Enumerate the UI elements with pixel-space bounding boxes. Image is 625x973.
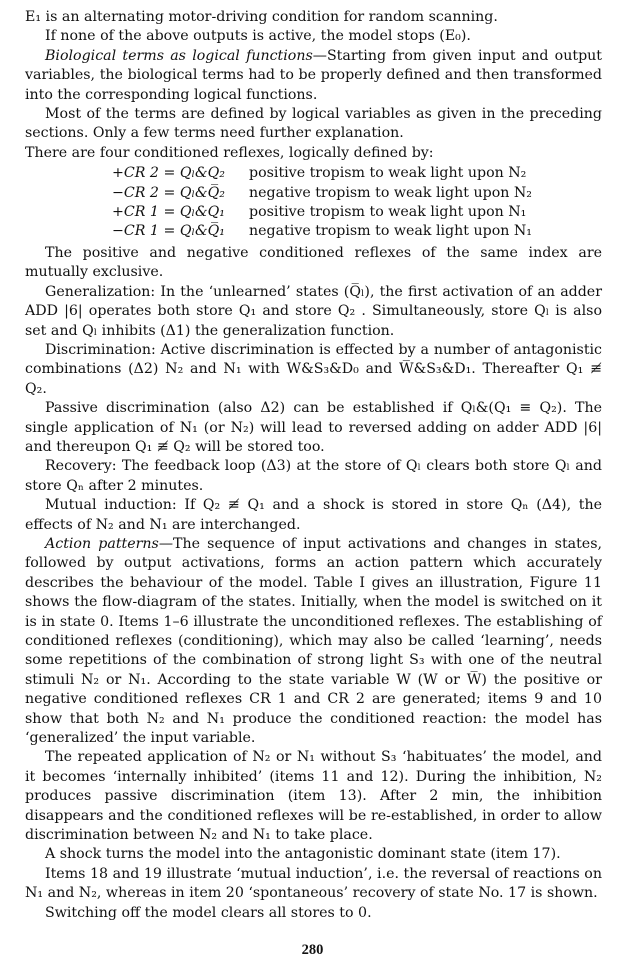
paragraph: Biological terms as logical functions—Starting from given input and output variables, the biological terms had to be properly defined and then transformed into the corresponding logical functions. [25,47,602,103]
text-block-top [25,8,602,163]
run-in-heading: Action patterns [45,535,159,552]
paragraph: Generalization: In the ‘unlearned’ states (Q̅ₗ), the first activation of an adder ADD |6| operates both store Q₁ and store Q₂ . Simultaneously, store Qₗ is also set and Qₗ inhibits (Δ1) the generalization function. [25,283,602,339]
paragraph: Switching off the model clears all stores to 0. [45,904,372,921]
paragraph: The positive and negative conditioned reflexes of the same index are mutually exclusive. [25,244,602,281]
equation-row [112,203,602,222]
paragraph: A shock turns the model into the antagonistic dominant state (item 17). [45,846,561,863]
equation-list [112,164,602,242]
paragraph: Recovery: The feedback loop (Δ3) at the store of Qₗ clears both store Qₗ and store Qₙ after 2 minutes. [25,458,602,494]
paragraph: The repeated application of N₂ or N₁ without S₃ ‘habituates’ the model, and it becomes ‘internally inhibited’ (items 11 and 12). During the inhibition, N₂ produces passive discrimination (item 13). After 2 min, the inhibition disappears and the conditioned reflexes will be re-established, in order to allow discrimination between N₂ and N₁ to take place. [25,749,602,844]
paragraph: E₁ is an alternating motor-driving condition for random scanning. [25,9,498,25]
page-number: 280 [301,942,324,958]
paragraph: Action patterns—The sequence of input activations and changes in states, followed by output activations, forms an action pattern which accurately describes the behaviour of the model. Table I gives an illustration, Figure 11 shows the flow-diagram of the states. Initially, when the model is switched on it is in state 0. Items 1–6 illustrate the unconditioned reflexes. The establishing of conditioned reflexes (conditioning), which may also be called ‘learning’, needs some repetitions of the combination of strong light S₃ with one of the neutral stimuli N₂ or N₁. According to the state variable W (W or W̅) the positive or negative conditioned reflexes CR 1 and CR 2 are generated; items 9 and 10 show that both N₂ and N₁ produce the conditioned reaction: the model has ‘generalized’ the input variable. [25,535,602,747]
paragraph: Items 18 and 19 illustrate ‘mutual induction’, i.e. the reversal of reactions on N₁ and N₂, whereas in item 20 ‘spontaneous’ recovery of state No. 17 is shown. [25,865,602,902]
equation-row [112,222,602,241]
text-block-main [25,244,602,923]
run-in-heading: Biological terms as logical functions [45,47,313,64]
paragraph: If none of the above outputs is active, the model stops (E₀). [45,28,471,45]
equation-lhs: +CR 2 = Qₗ&Q₂ [112,165,225,182]
equation-row [112,184,602,203]
paragraph: Most of the terms are defined by logical variables as given in the preceding sections. Only a few terms need further explanation. [25,106,602,142]
equation-description: negative tropism to weak light upon N₁ [249,223,532,240]
paragraph: Discrimination: Active discrimination is effected by a number of antagonistic combinations (Δ2) N₂ and N₁ with W&S₃&D₀ and W̅&S₃&D₁. Thereafter Q₁ ≢ Q₂. [25,341,602,397]
paragraph: There are four conditioned reflexes, logically defined by: [25,144,434,161]
equation-description: negative tropism to weak light upon N₂ [249,184,532,201]
equation-description: positive tropism to weak light upon N₁ [249,204,527,221]
equation-row [112,164,602,183]
paragraph: Passive discrimination (also Δ2) can be established if Qₗ&(Q₁ ≡ Q₂). The single application of N₁ (or N₂) will lead to reversed adding on adder ADD |6| and thereupon Q₁ ≢ Q₂ will be stored too. [25,400,602,455]
paragraph: Mutual induction: If Q₂ ≢ Q₁ and a shock is stored in store Qₙ (Δ4), the effects of N₂ and N₁ are interchanged. [25,497,602,533]
equation-lhs: −CR 1 = Qₗ&Q̅₁ [112,223,225,240]
equation-lhs: −CR 2 = Qₗ&Q̅₂ [112,184,225,201]
equation-description: positive tropism to weak light upon N₂ [249,165,527,182]
equation-lhs: +CR 1 = Qₗ&Q₁ [112,204,225,221]
